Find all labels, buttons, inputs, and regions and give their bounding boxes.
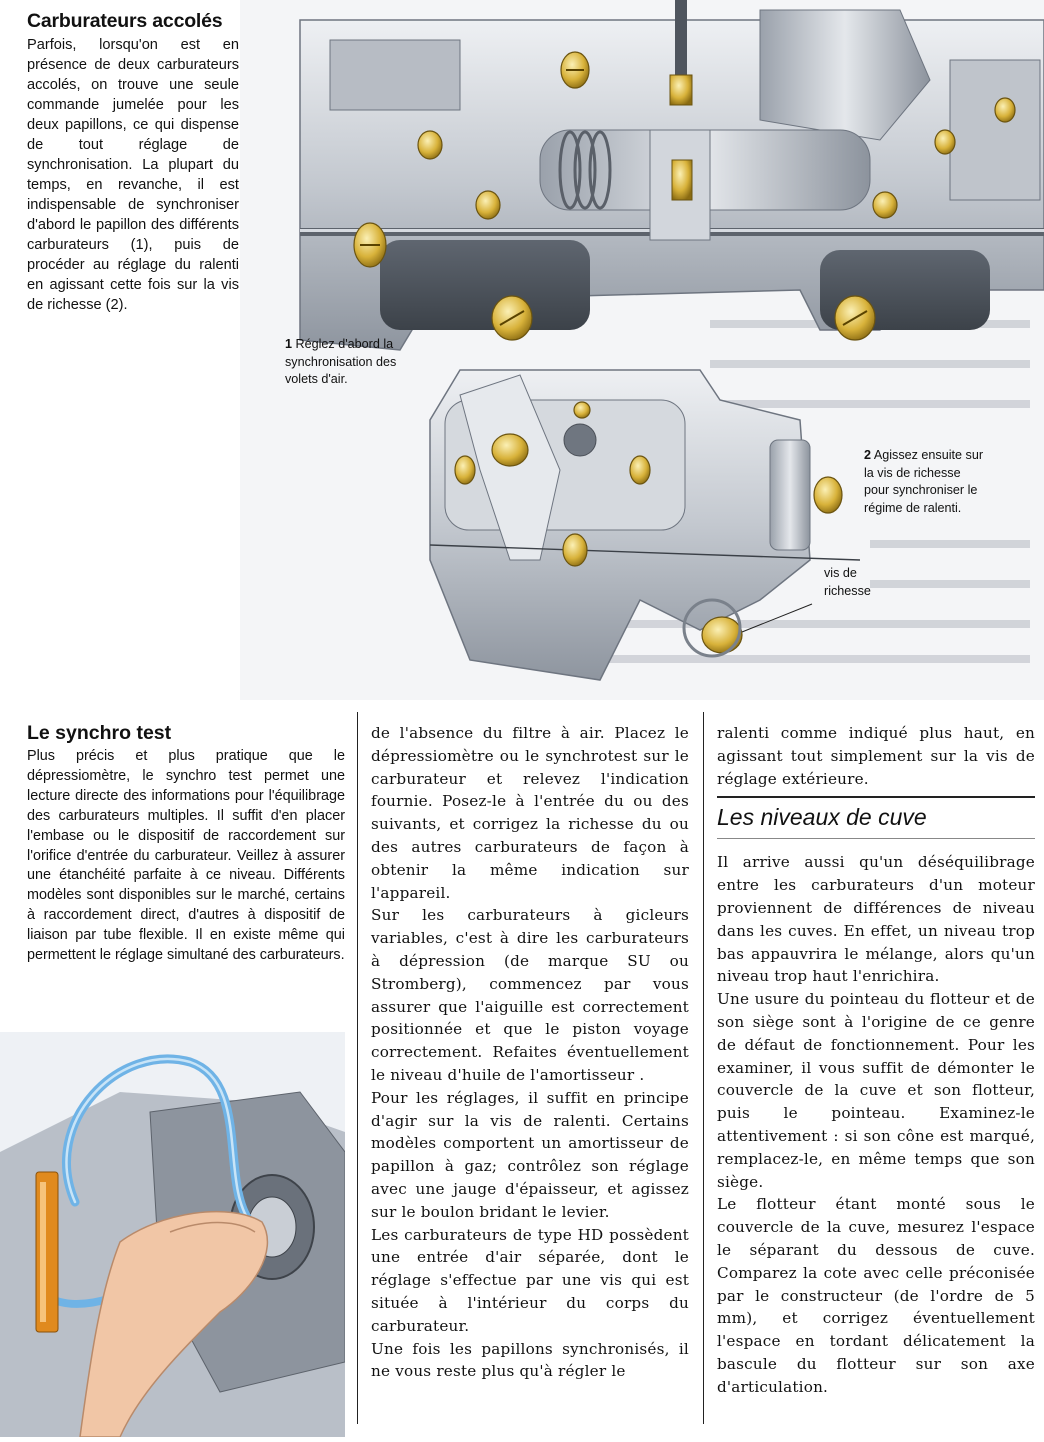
col3-paragraph-2: Une usure du pointeau du flotteur et de son siège sont à l'origine de ce genre de défaut de fonctionnement. Pour les examiner, il vous suffit de démonter le couvercle de la cuve et son flotteur, puis le pointeau. Examinez-le attentivement : si son cône est marqué, remplacez-le, en même temps que son siège. <box>717 990 1035 1191</box>
column-divider-2 <box>703 712 704 1424</box>
synchro-test-drawing <box>0 1032 345 1437</box>
caption-1-text: Réglez d'abord la synchronisation des volets d'air. <box>285 337 397 386</box>
col2-paragraph-3: Pour les réglages, il suffit en principe d'agir sur la vis de ralenti. Certains modèles comportent un amortisseur de papillon à gaz; contrôlez son réglage avec une jauge d'épaisseur, et agissez sur le boulon bridant le levier. <box>371 1088 689 1221</box>
intro-text: Parfois, lorsqu'on est en présence de deux carburateurs accolés, on trouve une seule commande jumelée pour les deux papillons, ce qui dispense de tout réglage de synchronisation. La plupart du temps, en revanche, il est indispensable de synchroniser d'abord le papillon des différents carburateurs (1), puis de procéder au réglage du ralenti en agissant cette fois sur la vis de richesse (2). <box>27 37 239 313</box>
caption-2 <box>864 447 984 517</box>
caption-1-number: 1 <box>285 337 293 351</box>
niveaux-de-cuve-heading: Les niveaux de cuve <box>717 796 1035 839</box>
col2-paragraph-4: Les carburateurs de type HD possèdent une entrée d'air séparée, dont le réglage s'effectue par une vis qui est située à l'intérieur du corps du carburateur. <box>371 1225 689 1335</box>
col2-paragraph-5: Une fois les papillons synchronisés, il ne vous reste plus qu'à régler le <box>371 1339 689 1381</box>
column-synchro-test <box>27 722 345 966</box>
caption-2-text: Agissez ensuite sur la vis de richesse pour synchroniser le régime de ralenti. <box>864 448 984 515</box>
column-right <box>717 722 1035 1399</box>
caption-vis-de-richesse <box>824 565 884 600</box>
col2-paragraph-2: Sur les carburateurs à gicleurs variables, c'est à dire les carburateurs à dépression (de marque SU ou Stromberg), commencez par vous assurer que l'aiguille est correctement positionnée et que le piston voyage correctement. Refaites éventuellement le niveau d'huile de l'amortisseur . <box>371 906 689 1084</box>
caption-2-number: 2 <box>864 448 872 462</box>
column-middle <box>371 722 689 1383</box>
col3-paragraph-1: Il arrive aussi qu'un déséquilibrage entre les carburateurs d'un moteur proviennent de différences de niveau dans les cuves. En effet, un niveau trop bas appauvrira le mélange, alors qu'un niveau trop haut l'enrichira. <box>717 853 1035 986</box>
caption-1 <box>285 336 405 389</box>
synchro-text: Plus précis et plus pratique que le dépressiomètre, le synchro test permet une lecture directe des informations pour l'équilibrage des carburateurs multiples. Il suffit d'en placer l'embase ou le dispositif de raccordement sur l'orifice d'entrée du carburateur. Veillez à assurer une étanchéité parfaite à ce niveau. Différents modèles sont disponibles sur le marché, certains à raccordement direct, d'autres à dispositif de liaison par tube flexible. Il en existe même qui permettent le réglage simultané des carburateurs. <box>27 748 345 964</box>
column-divider-1 <box>357 712 358 1424</box>
col3-paragraph-3: Le flotteur étant monté sous le couvercle de la cuve, mesurez l'espace le séparant du dessous de cuve. Comparez la cote avec celle préconisée par le constructeur (de l'ordre de 5 mm), et corrigez éventuellement l'espace en tordant délicatement la bascule du flotteur sur son axe d'articulation. <box>717 1195 1035 1396</box>
intro-section <box>27 10 239 315</box>
intro-title: Carburateurs accolés <box>27 10 223 32</box>
col3-paragraph-0: ralenti comme indiqué plus haut, en agissant tout simplement sur la vis de réglage extérieure. <box>717 724 1035 788</box>
caption-3-text: vis de richesse <box>824 566 871 598</box>
synchro-gauge <box>36 1172 58 1332</box>
synchro-test-illustration <box>0 1032 345 1437</box>
col2-paragraph-1: de l'absence du filtre à air. Placez le dépressiomètre ou le synchrotest sur le carburateur et relevez l'indication fournie. Posez-le à l'entrée du ou des suivants, et corrigez la richesse du ou des autres carburateurs de façon à obtenir la même indication sur l'appareil. <box>371 724 689 902</box>
synchro-title: Le synchro test <box>27 722 172 744</box>
